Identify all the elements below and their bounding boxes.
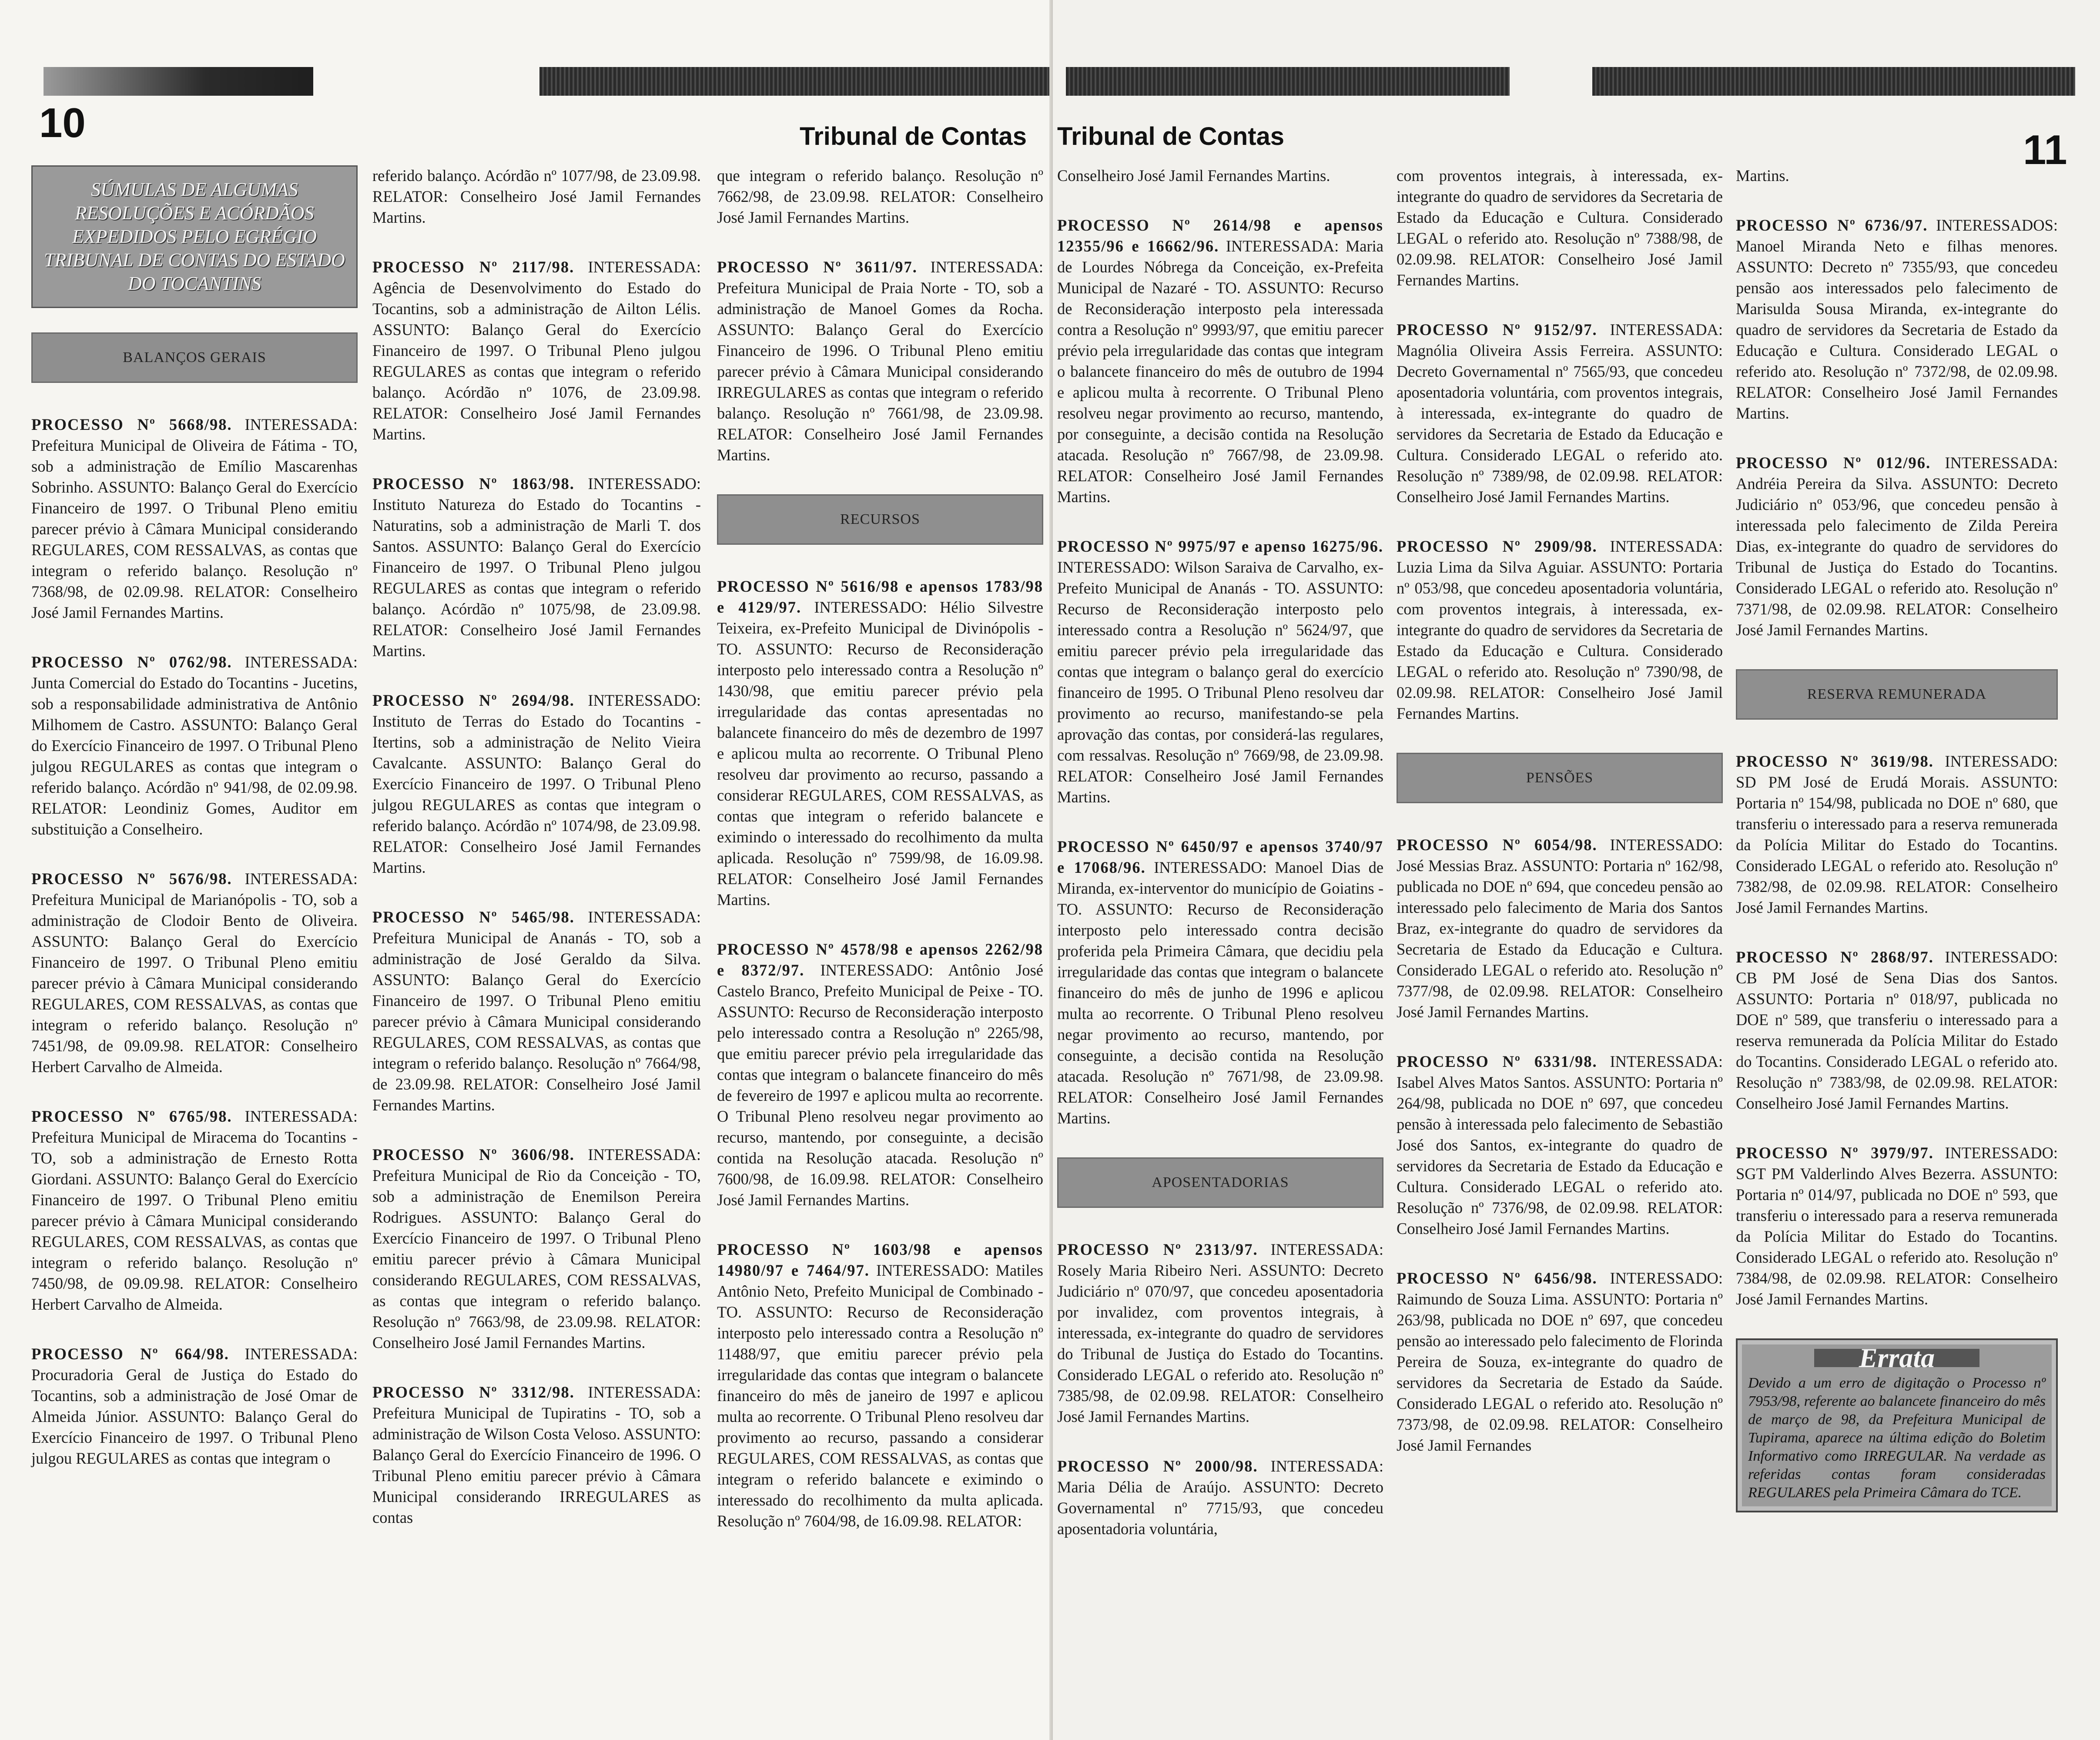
process-entry bbox=[1736, 947, 2058, 1114]
process-entry bbox=[31, 652, 358, 840]
process-number: PROCESSO Nº 1603/98 e apensos 14980/97 e 7464/97. bbox=[717, 1240, 1043, 1279]
process-text: INTERESSADA: Agência de Desenvolvimento do Estado do Tocantins, sob a administração de Ailton Lélis. ASSUNTO: Balanço Geral do Exercício Financeiro de 1997. O Tribunal Pleno julgou REGULARES as contas que integram o referido balanço. Acórdão nº 1076, de 23.09.98. RELATOR: Conselheiro José Jamil Fernandes Martins. bbox=[372, 258, 701, 443]
process-text: INTERESSADA: Prefeitura Municipal de Miracema do Tocantins - TO, sob a administração de Ernesto Rotta Giordani. ASSUNTO: Balanço Geral do Exercício Financeiro de 1997. O Tribunal Pleno emitiu parecer prévio à Câmara Municipal considerando REGULARES, COM RESSALVAS, as contas que integram o referido balanço. Resolução nº 7450/98, de 09.09.98. RELATOR: Conselheiro Herbert Carvalho de Almeida. bbox=[31, 1107, 358, 1313]
column bbox=[717, 165, 1043, 1560]
errata-box bbox=[1736, 1338, 2058, 1512]
process-text: INTERESSADO: Matiles Antônio Neto, Prefeito Municipal de Combinado - TO. ASSUNTO: Recurso de Reconsideração interposto pelo interessado contra a Resolução nº 11488/97, que emitiu parecer prévio pela irregularidade das contas que integram o balancete financeiro do mês de janeiro de 1997 e aplicou multa ao recorrente. O Tribunal Pleno resolveu dar provimento ao recurso, passando a considerar REGULARES, COM RESSALVAS, as contas que integram o referido balancete e eximindo o interessado do recolhimento da multa aplicada. Resolução nº 7604/98, de 16.09.98. RELATOR: bbox=[717, 1261, 1044, 1530]
process-entry bbox=[31, 1344, 358, 1469]
process-text: Conselheiro José Jamil Fernandes Martins. bbox=[1057, 167, 1330, 184]
process-text: INTERESSADO: SD PM José de Erudá Morais. ASSUNTO: Portaria nº 154/98, publicada no DOE nº 680, que transferiu o interessado para a reserva remunerada da Polícia Militar do Estado do Tocantins. Considerado LEGAL o referido ato. Resolução nº 7382/98, de 02.09.98. RELATOR: Conselheiro José Jamil Fernandes Martins. bbox=[1736, 752, 2058, 916]
process-entry bbox=[1736, 165, 2058, 186]
process-entry bbox=[1397, 165, 1723, 291]
process-entry bbox=[372, 690, 701, 878]
process-list bbox=[717, 165, 1043, 466]
process-entry bbox=[372, 473, 701, 661]
process-text: INTERESSADA: Prefeitura Municipal de Ananás - TO, sob a administração de José Geraldo da Silva. ASSUNTO: Balanço Geral do Exercício Financeiro de 1997. O Tribunal Pleno emitiu parecer prévio à Câmara Municipal considerando REGULARES, COM RESSALVAS, as contas que integram o referido balanço. Resolução nº 7664/98, de 23.09.98. RELATOR: Conselheiro José Jamil Fernandes Martins. bbox=[372, 908, 701, 1114]
process-entry bbox=[1736, 751, 2058, 918]
column bbox=[1397, 165, 1723, 1485]
process-text: INTERESSADO: Wilson Saraiva de Carvalho, ex-Prefeito Municipal de Ananás - TO. ASSUNTO: Recurso de Reconsideração interposto pelo interessado contra a Resolução nº 5624/97, que emitiu parecer prévio pela irregularidade das contas que integram o balanço geral do exercício financeiro de 1995. O Tribunal Pleno resolveu dar provimento ao recurso, manifestando-se pela aprovação das contas, por considerá-las regulares, com ressalvas. Resolução nº 7669/98, de 23.09.98. RELATOR: Conselheiro José Jamil Fernandes Martins. bbox=[1057, 558, 1383, 806]
process-number: PROCESSO Nº 3979/97. bbox=[1736, 1144, 1934, 1162]
process-number: PROCESSO Nº 6765/98. bbox=[31, 1107, 232, 1125]
header-bar-decoration bbox=[1592, 67, 2075, 96]
process-entry bbox=[1736, 1143, 2058, 1310]
process-text: INTERESSADA: Prefeitura Municipal de Marianópolis - TO, sob a administração de Clodoir Bento de Oliveira. ASSUNTO: Balanço Geral do Exercício Financeiro de 1997. O Tribunal Pleno emitiu parecer prévio à Câmara Municipal considerando REGULARES, COM RESSALVAS, as contas que integram o referido balanço. Resolução nº 7451/98, de 09.09.98. RELATOR: Conselheiro Herbert Carvalho de Almeida. bbox=[31, 870, 358, 1076]
process-number: PROCESSO Nº 2313/97. bbox=[1057, 1240, 1258, 1258]
process-list bbox=[372, 165, 701, 1528]
process-text: INTERESSADA: Prefeitura Municipal de Rio da Conceição - TO, sob a administração de Enemilson Pereira Rodrigues. ASSUNTO: Balanço Geral do Exercício Financeiro de 1997. O Tribunal Pleno emitiu parecer prévio à Câmara Municipal considerando REGULARES, COM RESSALVAS, as contas que integram o referido balanço. Resolução nº 7663/98, de 23.09.98. RELATOR: Conselheiro José Jamil Fernandes Martins. bbox=[372, 1146, 701, 1351]
process-entry bbox=[31, 1106, 358, 1315]
header-bar-decoration bbox=[539, 67, 1049, 96]
process-number: PROCESSO Nº 012/96. bbox=[1736, 454, 1931, 472]
process-entry bbox=[1057, 165, 1383, 186]
process-text: INTERESSADA: Prefeitura Municipal de Oliveira de Fátima - TO, sob a administração de Emílio Mascarenhas Sobrinho. ASSUNTO: Balanço Geral do Exercício Financeiro de 1997. O Tribunal Pleno emitiu parecer prévio à Câmara Municipal considerando REGULARES, COM RESSALVAS, as contas que integram o referido balanço. Resolução nº 7368/98, de 02.09.98. RELATOR: Conselheiro José Jamil Fernandes Martins. bbox=[31, 416, 358, 621]
process-text: INTERESSADA: Procuradoria Geral de Justiça do Estado do Tocantins, sob a administração de José Omar de Almeida Júnior. ASSUNTO: Balanço Geral do Exercício Financeiro de 1997. O Tribunal Pleno julgou REGULARES as contas que integram o bbox=[31, 1345, 358, 1467]
process-entry bbox=[1397, 319, 1723, 507]
column bbox=[372, 165, 701, 1557]
header-bar-decoration bbox=[1066, 67, 1510, 96]
process-list bbox=[1397, 835, 1723, 1456]
process-text: INTERESSADO: Hélio Silvestre Teixeira, ex-Prefeito Municipal de Divinópolis - TO. ASSUNTO: Recurso de Reconsideração interposto pelo interessado contra a Resolução nº 1430/98, que emitiu parecer prévio pela irregularidade das contas apresentadas no balancete financeiro do mês de dezembro de 1997 e aplicou multa ao recorrente. O Tribunal Pleno resolveu dar provimento ao recurso, passando a considerar REGULARES, COM RESSALVAS, as contas que integram o referido balancete e eximindo o interessado do recolhimento da multa aplicada. Resolução nº 7599/98, de 16.09.98. RELATOR: Conselheiro José Jamil Fernandes Martins. bbox=[717, 598, 1044, 909]
process-number: PROCESSO Nº 6736/97. bbox=[1736, 216, 1928, 234]
process-number: PROCESSO Nº 9152/97. bbox=[1397, 321, 1598, 339]
process-text: referido balanço. Acórdão nº 1077/98, de 23.09.98. RELATOR: Conselheiro José Jamil Fernandes Martins. bbox=[372, 167, 701, 226]
process-number: PROCESSO Nº 5616/98 e apensos 1783/98 e 4129/97. bbox=[717, 577, 1043, 616]
process-number: PROCESSO Nº 664/98. bbox=[31, 1345, 229, 1363]
process-text: INTERESSADA: Maria de Lourdes Nóbrega da Conceição, ex-Prefeita Municipal de Nazaré - TO. ASSUNTO: Recurso de Reconsideração interposto pela interessada contra a Resolução nº 9993/97, que emitiu parecer prévio pela irregularidade das contas que integram o balancete financeiro do mês de outubro de 1994 e aplicou multa à recorrente. O Tribunal Pleno resolveu negar provimento ao recurso, mantendo, por conseguinte, a decisão contida na Resolução atacada. Resolução nº 7667/98, de 23.09.98. RELATOR: Conselheiro José Jamil Fernandes Martins. bbox=[1057, 237, 1384, 506]
process-text: INTERESSADA: Andréia Pereira da Silva. ASSUNTO: Decreto Judiciário nº 053/96, que concedeu pensão à interessada pelo falecimento de Zilda Pereira Dias, ex-integrante do quadro de servidores do Tribunal de Justiça do Estado do Tocantins. Considerado LEGAL o referido ato. Resolução nº 7371/98, de 02.09.98. RELATOR: Conselheiro José Jamil Fernandes Martins. bbox=[1736, 454, 2058, 639]
process-number: PROCESSO Nº 3619/98. bbox=[1736, 752, 1934, 770]
process-number: PROCESSO Nº 2868/97. bbox=[1736, 948, 1934, 966]
page-number: 10 bbox=[39, 100, 86, 146]
process-number: PROCESSO Nº 9975/97 e apenso 16275/96. bbox=[1057, 537, 1383, 555]
section-heading-balancos: BALANÇOS GERAIS bbox=[31, 332, 358, 383]
process-entry bbox=[717, 576, 1043, 910]
process-number: PROCESSO Nº 1863/98. bbox=[372, 475, 575, 493]
process-entry bbox=[1057, 1456, 1383, 1539]
process-list bbox=[1057, 1239, 1383, 1539]
process-text: INTERESSADA: Junta Comercial do Estado do Tocantins - Jucetins, sob a responsabilidade administrativa de Antônio Milhomem de Castro. ASSUNTO: Balanço Geral do Exercício Financeiro de 1997. O Tribunal Pleno julgou REGULARES as contas que integram o referido balanço. Acórdão nº 941/98, de 02.09.98. RELATOR: Leondiniz Gomes, Auditor em substituição a Conselheiro. bbox=[31, 653, 358, 838]
process-text: INTERESSADO: Antônio José Castelo Branco, Prefeito Municipal de Peixe - TO. ASSUNTO: Recurso de Reconsideração interposto pelo interessado contra a Resolução nº 2265/98, que emitiu parecer prévio pela irregularidade das contas que integram o balancete financeiro do mês de fevereiro de 1997 e aplicou multa ao recorrente. O Tribunal Pleno resolveu negar provimento ao recurso, mantendo, por conseguinte, a decisão contida na Resolução atacada. Resolução nº 7600/98, de 16.09.98. RELATOR: Conselheiro José Jamil Fernandes Martins. bbox=[717, 961, 1044, 1209]
process-entry bbox=[1057, 1239, 1383, 1427]
process-list bbox=[31, 414, 358, 1469]
process-number: PROCESSO Nº 0762/98. bbox=[31, 653, 232, 671]
column bbox=[31, 165, 358, 1498]
process-text: INTERESSADA: Magnólia Oliveira Assis Ferreira. ASSUNTO: Decreto Governamental nº 7565/93, que concedeu aposentadoria voluntária, com proventos integrais, à interessada, ex-integrante do quadro de servidores da Secretaria de Estado da Educação e Cultura. Considerado LEGAL o referido ato. Resolução nº 7389/98, de 02.09.98. RELATOR: Conselheiro José Jamil Fernandes Martins. bbox=[1397, 321, 1723, 506]
process-text: INTERESSADA: Maria Délia de Araújo. ASSUNTO: Decreto Governamental nº 7715/93, que concedeu aposentadoria voluntária, bbox=[1057, 1457, 1384, 1538]
process-number: PROCESSO Nº 6331/98. bbox=[1397, 1053, 1598, 1070]
process-text: INTERESSADA: Prefeitura Municipal de Praia Norte - TO, sob a administração de Manoel Gomes da Rocha. ASSUNTO: Balanço Geral do Exercício Financeiro de 1996. O Tribunal Pleno emitiu parecer prévio à Câmara Municipal considerando IRREGULARES as contas que integram o referido balanço. Resolução nº 7661/98, de 23.09.98. RELATOR: Conselheiro José Jamil Fernandes Martins. bbox=[717, 258, 1044, 464]
process-number: PROCESSO Nº 2117/98. bbox=[372, 258, 575, 276]
process-text: com proventos integrais, à interessada, ex-integrante do quadro de servidores da Secretaria de Estado da Educação e Cultura. Considerado LEGAL o referido ato. Resolução nº 7388/98, de 02.09.98. RELATOR: Conselheiro José Jamil Fernandes Martins. bbox=[1397, 167, 1723, 289]
errata-text: Devido a um erro de digitação o Processo nº 7953/98, referente ao balancete financeiro do mês de março de 98, da Prefeitura Municipal de Tupirama, aparece na última edição do Boletim Informativo como IRREGULAR. Na verdade as referidas contas foram consideradas REGULARES pela Primeira Câmara do TCE. bbox=[1748, 1375, 2046, 1501]
process-entry bbox=[1736, 453, 2058, 640]
process-entry bbox=[31, 414, 358, 623]
header-bar-decoration bbox=[44, 67, 313, 96]
process-number: PROCESSO Nº 2694/98. bbox=[372, 691, 575, 709]
process-number: PROCESSO Nº 5676/98. bbox=[31, 870, 232, 888]
process-number: PROCESSO Nº 2000/98. bbox=[1057, 1457, 1258, 1475]
errata-title: Errata bbox=[1814, 1349, 1979, 1367]
process-number: PROCESSO Nº 6450/97 e apensos 3740/97 e 17068/96. bbox=[1057, 838, 1383, 876]
process-text: INTERESSADO: Manoel Dias de Miranda, ex-interventor do município de Goiatins - TO. ASSUNTO: Recurso de Reconsideração interposto pelo interessado contra decisão proferida pela Primeira Câmara, que decidiu pela irregularidade das contas que integram o balancete financeiro do mês de junho de 1996 e aplicou multa ao recorrente. O Tribunal Pleno resolveu negar provimento ao recurso, mantendo, por conseguinte, a decisão contida na Resolução atacada. Resolução nº 7671/98, de 23.09.98. RELATOR: Conselheiro José Jamil Fernandes Martins. bbox=[1057, 858, 1384, 1127]
process-text: INTERESSADO: Instituto de Terras do Estado do Tocantins - Itertins, sob a administração de Nelito Vieira Cavalcante. ASSUNTO: Balanço Geral do Exercício Financeiro de 1997. O Tribunal Pleno julgou REGULARES as contas que integram o referido balanço. Acórdão nº 1074/98, de 23.09.98. RELATOR: Conselheiro José Jamil Fernandes Martins. bbox=[372, 691, 701, 876]
process-entry bbox=[1397, 1268, 1723, 1456]
process-text: INTERESSADO: SGT PM Valderlindo Alves Bezerra. ASSUNTO: Portaria nº 014/97, publicada no DOE nº 593, que transferiu o interessado para a reserva remunerada da Polícia Militar do Estado do Tocantins. Considerado LEGAL o referido ato. Resolução nº 7384/98, de 02.09.98. RELATOR: Conselheiro José Jamil Fernandes Martins. bbox=[1736, 1144, 2058, 1308]
process-text: INTERESSADO: Raimundo de Souza Lima. ASSUNTO: Portaria nº 263/98, publicada no DOE nº 697, que concedeu pensão ao interessado pelo falecimento de Florinda Pereira de Souza, ex-integrante do quadro de servidores da Secretaria de Estado da Saúde. Considerado LEGAL o referido ato. Resolução nº 7373/98, de 02.09.98. RELATOR: Conselheiro José Jamil Fernandes bbox=[1397, 1269, 1723, 1454]
process-text: INTERESSADA: Prefeitura Municipal de Tupiratins - TO, sob a administração de Wilson Costa Veloso. ASSUNTO: Balanço Geral do Exercício Financeiro de 1996. O Tribunal Pleno emitiu parecer prévio à Câmara Municipal considerando IRREGULARES as contas bbox=[372, 1383, 701, 1526]
process-number: PROCESSO Nº 4578/98 e apensos 2262/98 e 8372/97. bbox=[717, 940, 1043, 979]
process-number: PROCESSO Nº 3606/98. bbox=[372, 1146, 575, 1163]
section-heading-reserva: RESERVA REMUNERADA bbox=[1736, 669, 2058, 720]
process-entry bbox=[1057, 215, 1383, 507]
process-entry bbox=[1736, 215, 2058, 424]
process-number: PROCESSO Nº 2614/98 e apensos 12355/96 e 16662/96. bbox=[1057, 216, 1383, 255]
process-entry bbox=[372, 1382, 701, 1528]
section-heading-recursos: RECURSOS bbox=[717, 494, 1043, 545]
process-entry bbox=[717, 1239, 1043, 1532]
process-entry bbox=[1057, 536, 1383, 808]
process-list bbox=[1057, 165, 1383, 1129]
process-text: Martins. bbox=[1736, 167, 1789, 184]
process-number: PROCESSO Nº 5465/98. bbox=[372, 908, 575, 926]
right-page bbox=[1053, 0, 2100, 1740]
process-text: INTERESSADO: Instituto Natureza do Estado do Tocantins - Naturatins, sob a administração de Marli T. dos Santos. ASSUNTO: Balanço Geral do Exercício Financeiro de 1997. O Tribunal Pleno julgou REGULARES as contas que integram o referido balanço. Acórdão nº 1075/98, de 23.09.98. RELATOR: Conselheiro José Jamil Fernandes Martins. bbox=[372, 475, 701, 660]
process-entry bbox=[31, 868, 358, 1077]
header-title: Tribunal de Contas bbox=[800, 122, 1027, 151]
process-list bbox=[1397, 165, 1723, 724]
process-text: INTERESSADO: José Messias Braz. ASSUNTO: Portaria nº 162/98, publicada no DOE nº 694, que concedeu pensão ao interessado pelo falecimento de Maria dos Santos Braz, ex-integrante do quadro de servidores da Secretaria de Estado da Educação e Cultura. Considerado LEGAL o referido ato. Resolução nº 7377/98, de 02.09.98. RELATOR: Conselheiro José Jamil Fernandes Martins. bbox=[1397, 836, 1723, 1021]
process-entry bbox=[717, 257, 1043, 466]
section-heading-aposentadorias: APOSENTADORIAS bbox=[1057, 1157, 1383, 1208]
process-text: INTERESSADO: CB PM José de Sena Dias dos Santos. ASSUNTO: Portaria nº 018/97, publicada no DOE nº 589, que transferiu o interessado para a reserva remunerada da Polícia Militar do Estado do Tocantins. Considerado LEGAL o referido ato. Resolução nº 7383/98, de 02.09.98. RELATOR: Conselheiro José Jamil Fernandes Martins. bbox=[1736, 948, 2058, 1112]
process-text: INTERESSADOS: Manoel Miranda Neto e filhas menores. ASSUNTO: Decreto nº 7355/93, que concedeu pensão aos interessados pelo falecimento de Marisulda Sousa Miranda, ex-integrante do quadro de servidores da Secretaria de Estado da Educação e Cultura. Considerado LEGAL o referido ato. Resolução nº 7372/98, de 02.09.98. RELATOR: Conselheiro José Jamil Fernandes Martins. bbox=[1736, 216, 2058, 422]
process-entry bbox=[1057, 836, 1383, 1129]
process-text: INTERESSADA: Luzia Lima da Silva Aguiar. ASSUNTO: Portaria nº 053/98, que concedeu aposentadoria voluntária, com proventos integrais, à interessada, ex-integrante do quadro de servidores da Secretaria de Estado da Educação e Cultura. Considerado LEGAL o referido ato. Resolução nº 7390/98, de 02.09.98. RELATOR: Conselheiro José Jamil Fernandes Martins. bbox=[1397, 537, 1723, 722]
page-number: 11 bbox=[2023, 127, 2067, 173]
process-entry bbox=[717, 939, 1043, 1210]
process-entry bbox=[1397, 536, 1723, 724]
process-list bbox=[717, 576, 1043, 1532]
process-text: INTERESSADA: Isabel Alves Matos Santos. ASSUNTO: Portaria nº 264/98, publicada no DOE nº 697, que concedeu pensão à interessada pelo falecimento de Sebastião José dos Santos, ex-integrante do quadro de servidores da Secretaria de Estado da Educação e Cultura. Considerado LEGAL o referido ato. Resolução nº 7376/98, de 02.09.98. RELATOR: Conselheiro José Jamil Fernandes Martins. bbox=[1397, 1053, 1723, 1237]
process-number: PROCESSO Nº 6456/98. bbox=[1397, 1269, 1598, 1287]
process-entry bbox=[372, 257, 701, 445]
process-number: PROCESSO Nº 3611/97. bbox=[717, 258, 918, 276]
process-number: PROCESSO Nº 3312/98. bbox=[372, 1383, 575, 1401]
process-number: PROCESSO Nº 2909/98. bbox=[1397, 537, 1598, 555]
process-entry bbox=[372, 165, 701, 228]
header-title: Tribunal de Contas bbox=[1057, 122, 1285, 151]
process-entry bbox=[372, 907, 701, 1116]
column bbox=[1736, 165, 2058, 1512]
process-entry bbox=[717, 165, 1043, 228]
section-heading-pensoes: PENSÕES bbox=[1397, 753, 1723, 803]
process-text: que integram o referido balanço. Resolução nº 7662/98, de 23.09.98. RELATOR: Conselheiro José Jamil Fernandes Martins. bbox=[717, 167, 1043, 226]
column bbox=[1057, 165, 1383, 1568]
process-entry bbox=[1397, 835, 1723, 1023]
process-list bbox=[1736, 165, 2058, 640]
process-text: INTERESSADA: Rosely Maria Ribeiro Neri. ASSUNTO: Decreto Judiciário nº 070/97, que concedeu aposentadoria por invalidez, com proventos integrais, à interessada, ex-integrante do quadro de servidores do Tribunal de Justiça do Estado do Tocantins. Considerado LEGAL o referido ato. Resolução nº 7385/98, de 02.09.98. RELATOR: Conselheiro José Jamil Fernandes Martins. bbox=[1057, 1240, 1384, 1425]
summary-title-box: SÚMULAS DE ALGUMAS RESOLUÇÕES E ACÓRDÃOS EXPEDIDOS PELO EGRÉGIO TRIBUNAL DE CONTAS DO ESTADO DO TOCANTINS bbox=[31, 165, 358, 308]
process-entry bbox=[1397, 1051, 1723, 1239]
process-number: PROCESSO Nº 6054/98. bbox=[1397, 836, 1598, 854]
process-list bbox=[1736, 751, 2058, 1310]
process-number: PROCESSO Nº 5668/98. bbox=[31, 416, 232, 433]
process-entry bbox=[372, 1144, 701, 1353]
